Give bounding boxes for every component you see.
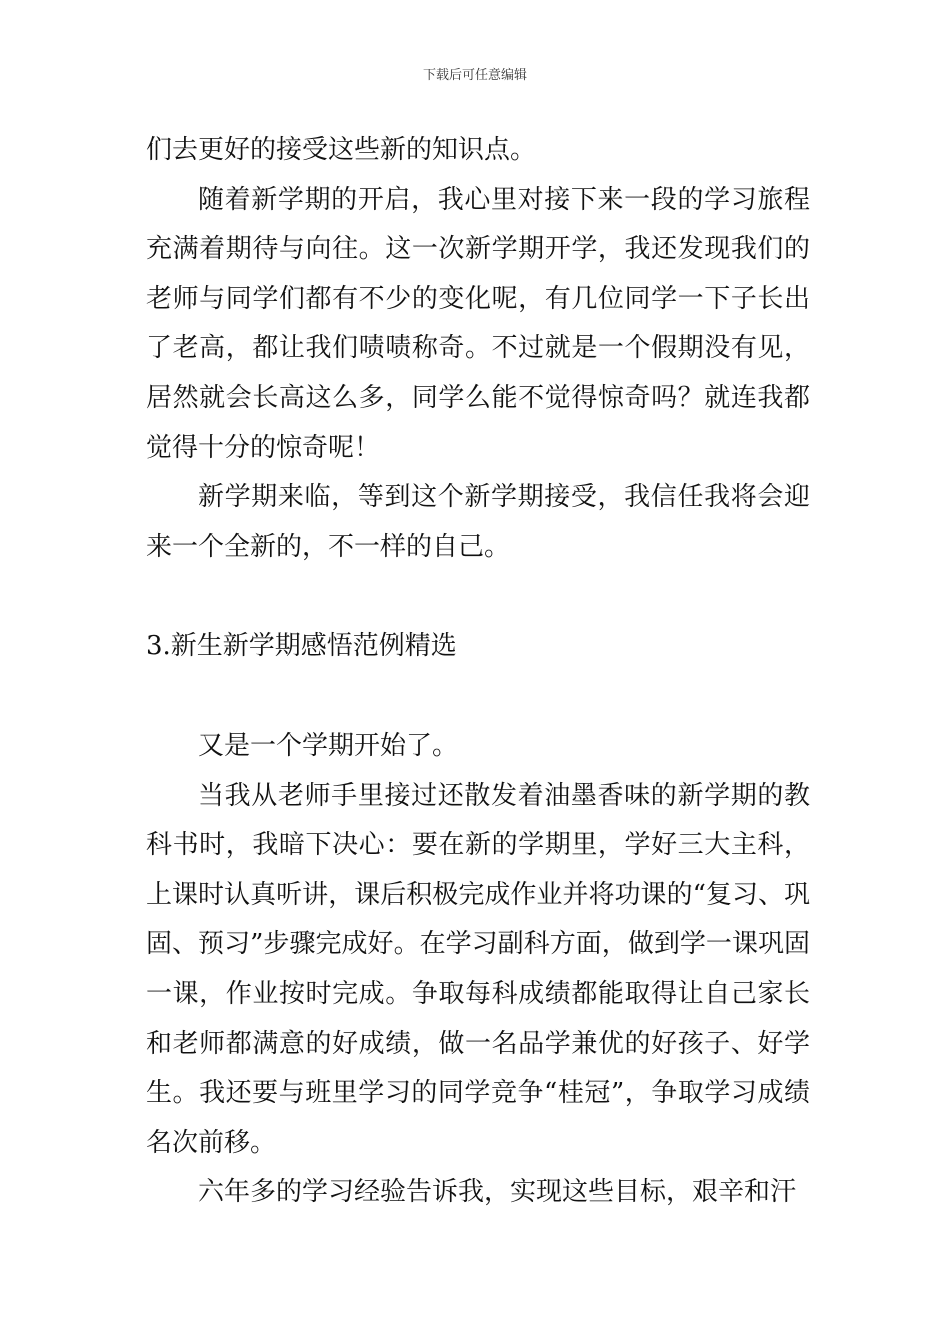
page-header: 下载后可任意编辑 bbox=[422, 68, 527, 83]
paragraph-continuation: 们去更好的接受这些新的知识点。 bbox=[146, 135, 537, 165]
paragraph: 当我从老师手里接过还散发着油墨香味的新学期的教科书时，我暗下决心：要在新的学期里，学好三大主科，上课时认真听讲，课后积极完成作业并将功课的“复习、巩固、预习”步骤完成好。在学习副科方面，做到学一课巩固一课，作业按时完成。争取每科成绩都能取得让自己家长和老师都满意的好成绩，做一名品学兼优的好孩子、好学生。我还要与班里学习的同学竞争“桂冠”，争取学习成绩名次前移。 bbox=[146, 780, 810, 1158]
paragraph: 又是一个学期开始了。 bbox=[198, 730, 459, 761]
paragraph: 随着新学期的开启，我心里对接下来一段的学习旅程充满着期待与向往。这一次新学期开学，我还发现我们的老师与同学们都有不少的变化呢，有几位同学一下子长出了老高，都让我们啧啧称奇。不过就是一个假期没有见，居然就会长高这么多，同学么能不觉得惊奇吗？就连我都觉得十分的惊奇呢！ bbox=[146, 184, 810, 463]
document-body bbox=[146, 126, 810, 1218]
paragraph: 新学期来临，等到这个新学期接受，我信任我将会迎来一个全新的，不一样的自己。 bbox=[146, 482, 810, 562]
paragraph: 六年多的学习经验告诉我，实现这些目标，艰辛和汗 bbox=[198, 1177, 797, 1208]
section-heading: 3.新生新学期感悟范例精选 bbox=[146, 631, 457, 662]
